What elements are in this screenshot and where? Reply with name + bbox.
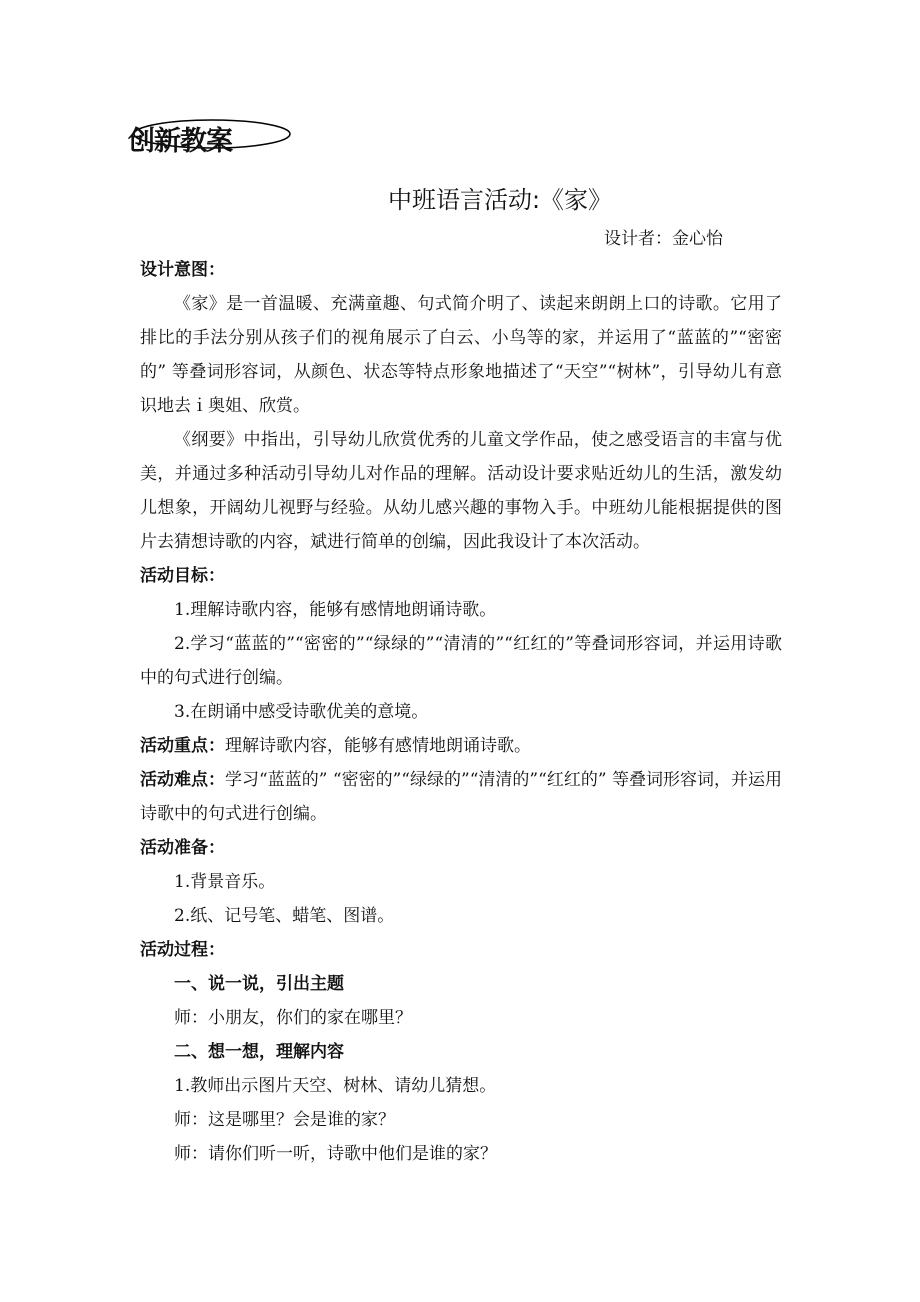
section-heading: 活动重点：: [140, 736, 225, 756]
section-heading: 活动目标：: [140, 566, 225, 586]
section-heading: 活动过程：: [140, 940, 225, 960]
section-heading: 活动难点：: [140, 770, 226, 790]
list-item: 1.背景音乐。: [174, 872, 276, 892]
author: 设计者：金心怡: [604, 229, 723, 249]
step-heading: 一、说一说，引出主题: [174, 974, 344, 994]
difficulty-text: 学习“蓝蓝的” “密密的”“绿绿的”“清清的”“红红的” 等叠词形容词，并运用诗歌中的句式进行创编。: [140, 770, 783, 824]
difficulty: [140, 763, 782, 831]
dialogue-line: 1.教师出示图片天空、树林、请幼儿猜想。: [174, 1076, 497, 1096]
paragraph: 《纲要》中指出，引导幼儿欣赏优秀的儿童文学作品，使之感受语言的丰富与优美，并通过多种活动引导幼儿对作品的理解。活动设计要求贴近幼儿的生活，激发幼儿想象，开阔幼儿视野与经验。从幼儿感兴趣的事物入手。中班幼儿能根据提供的图片去猜想诗歌的内容，斌进行简单的创编，因此我设计了本次活动。: [140, 430, 782, 552]
key-point: [140, 729, 782, 763]
paragraph: 《家》是一首温暖、充满童趣、句式简介明了、读起来朗朗上口的诗歌。它用了排比的手法分别从孩子们的视角展示了白云、小鸟等的家，并运用了“蓝蓝的”“密密的” 等叠词形容词，从颜色、状态等特点形象地描述了“天空”“树林”，引导幼儿有意识地去ｉ奥姐、欣赏。: [140, 294, 782, 416]
step-heading: 二、想一想，理解内容: [174, 1042, 344, 1062]
section-heading: 设计意图：: [140, 260, 225, 280]
page-title: 中班语言活动:《家》: [387, 186, 613, 214]
dialogue-line: 师：这是哪里？会是谁的家？: [174, 1110, 395, 1130]
logo-text: 创新教案: [128, 126, 232, 157]
document-body: [140, 253, 782, 1171]
list-item: 1.理解诗歌内容，能够有感情地朗诵诗歌。: [174, 600, 497, 620]
list-item: 2.学习“蓝蓝的”“密密的”“绿绿的”“清清的”“红红的”等叠词形容词，并运用诗歌中的句式进行创编。: [140, 634, 782, 688]
list-item: 3.在朗诵中感受诗歌优美的意境。: [174, 702, 429, 722]
dialogue-line: 师：请你们听一听，诗歌中他们是谁的家？: [174, 1144, 497, 1164]
section-heading: 活动准备：: [140, 838, 225, 858]
logo: [124, 116, 294, 157]
dialogue-line: 师：小朋友，你们的家在哪里？: [174, 1008, 412, 1028]
list-item: 2.纸、记号笔、蜡笔、图谱。: [174, 906, 395, 926]
key-text: 理解诗歌内容，能够有感情地朗诵诗歌。: [225, 736, 531, 756]
